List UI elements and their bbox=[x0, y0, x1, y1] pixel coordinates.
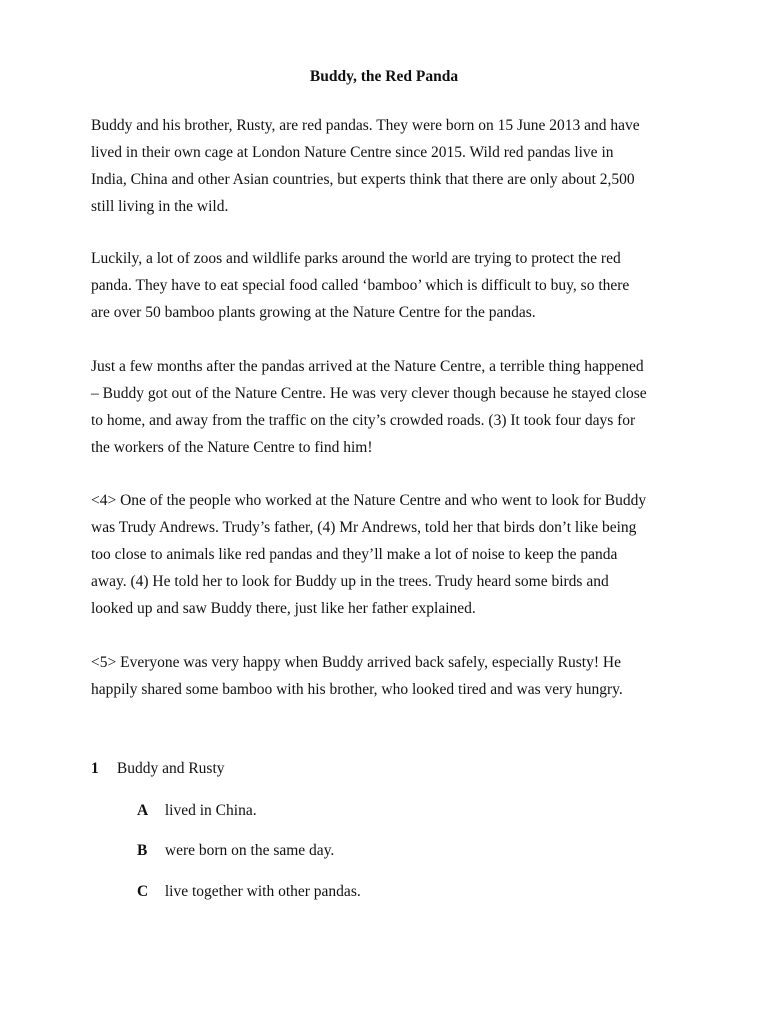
option-c bbox=[137, 881, 361, 903]
option-letter: A bbox=[137, 802, 149, 819]
option-letter: B bbox=[137, 842, 148, 859]
paragraph-line: lived in their own cage at London Nature Centre since 2015. Wild red pandas live in bbox=[91, 144, 614, 161]
paragraph-line: to home, and away from the traffic on the city’s crowded roads. (3) It took four days for bbox=[91, 412, 636, 429]
paragraph-line: was Trudy Andrews. Trudy’s father, (4) Mr Andrews, told her that birds don’t like being bbox=[91, 519, 637, 536]
paragraph-line: happily shared some bamboo with his brother, who looked tired and was very hungry. bbox=[91, 681, 623, 698]
paragraph-line: are over 50 bamboo plants growing at the Nature Centre for the pandas. bbox=[91, 304, 536, 321]
question-number: 1 bbox=[91, 760, 99, 777]
paragraph-line: Buddy and his brother, Rusty, are red pandas. They were born on 15 June 2013 and have bbox=[91, 117, 640, 134]
paragraph-line: too close to animals like red pandas and they’ll make a lot of noise to keep the panda bbox=[91, 546, 618, 563]
option-b bbox=[137, 840, 334, 862]
paragraph-line: <5> Everyone was very happy when Buddy arrived back safely, especially Rusty! He bbox=[91, 654, 621, 671]
option-text: lived in China. bbox=[164, 802, 257, 819]
paragraph-line: still living in the wild. bbox=[91, 198, 229, 215]
paragraph-4 bbox=[91, 487, 711, 622]
paragraph-line: away. (4) He told her to look for Buddy up in the trees. Trudy heard some birds and bbox=[91, 573, 609, 590]
paragraph-line: <4> One of the people who worked at the Nature Centre and who went to look for Buddy bbox=[91, 492, 647, 509]
option-letter: C bbox=[137, 883, 149, 900]
document-title: Buddy, the Red Panda bbox=[309, 68, 459, 85]
question-stem: Buddy and Rusty bbox=[116, 760, 225, 777]
paragraph-2 bbox=[91, 245, 711, 326]
option-a bbox=[137, 800, 257, 822]
option-text: live together with other pandas. bbox=[164, 883, 361, 900]
paragraph-line: India, China and other Asian countries, but experts think that there are only about 2,500 bbox=[91, 171, 635, 188]
paragraph-1 bbox=[91, 112, 711, 220]
paragraph-line: looked up and saw Buddy there, just like her father explained. bbox=[91, 600, 476, 617]
paragraph-5 bbox=[91, 649, 711, 703]
option-text: were born on the same day. bbox=[164, 842, 335, 859]
paragraph-line: the workers of the Nature Centre to find him! bbox=[91, 439, 373, 456]
paragraph-line: Just a few months after the pandas arrived at the Nature Centre, a terrible thing happened bbox=[91, 358, 644, 375]
paragraph-line: Luckily, a lot of zoos and wildlife parks around the world are trying to protect the red bbox=[91, 250, 621, 267]
question-1 bbox=[91, 758, 225, 780]
paragraph-line: panda. They have to eat special food called ‘bamboo’ which is difficult to buy, so there bbox=[91, 277, 630, 294]
paragraph-3 bbox=[91, 353, 711, 461]
paragraph-line: – Buddy got out of the Nature Centre. He was very clever though because he stayed close bbox=[91, 385, 647, 402]
